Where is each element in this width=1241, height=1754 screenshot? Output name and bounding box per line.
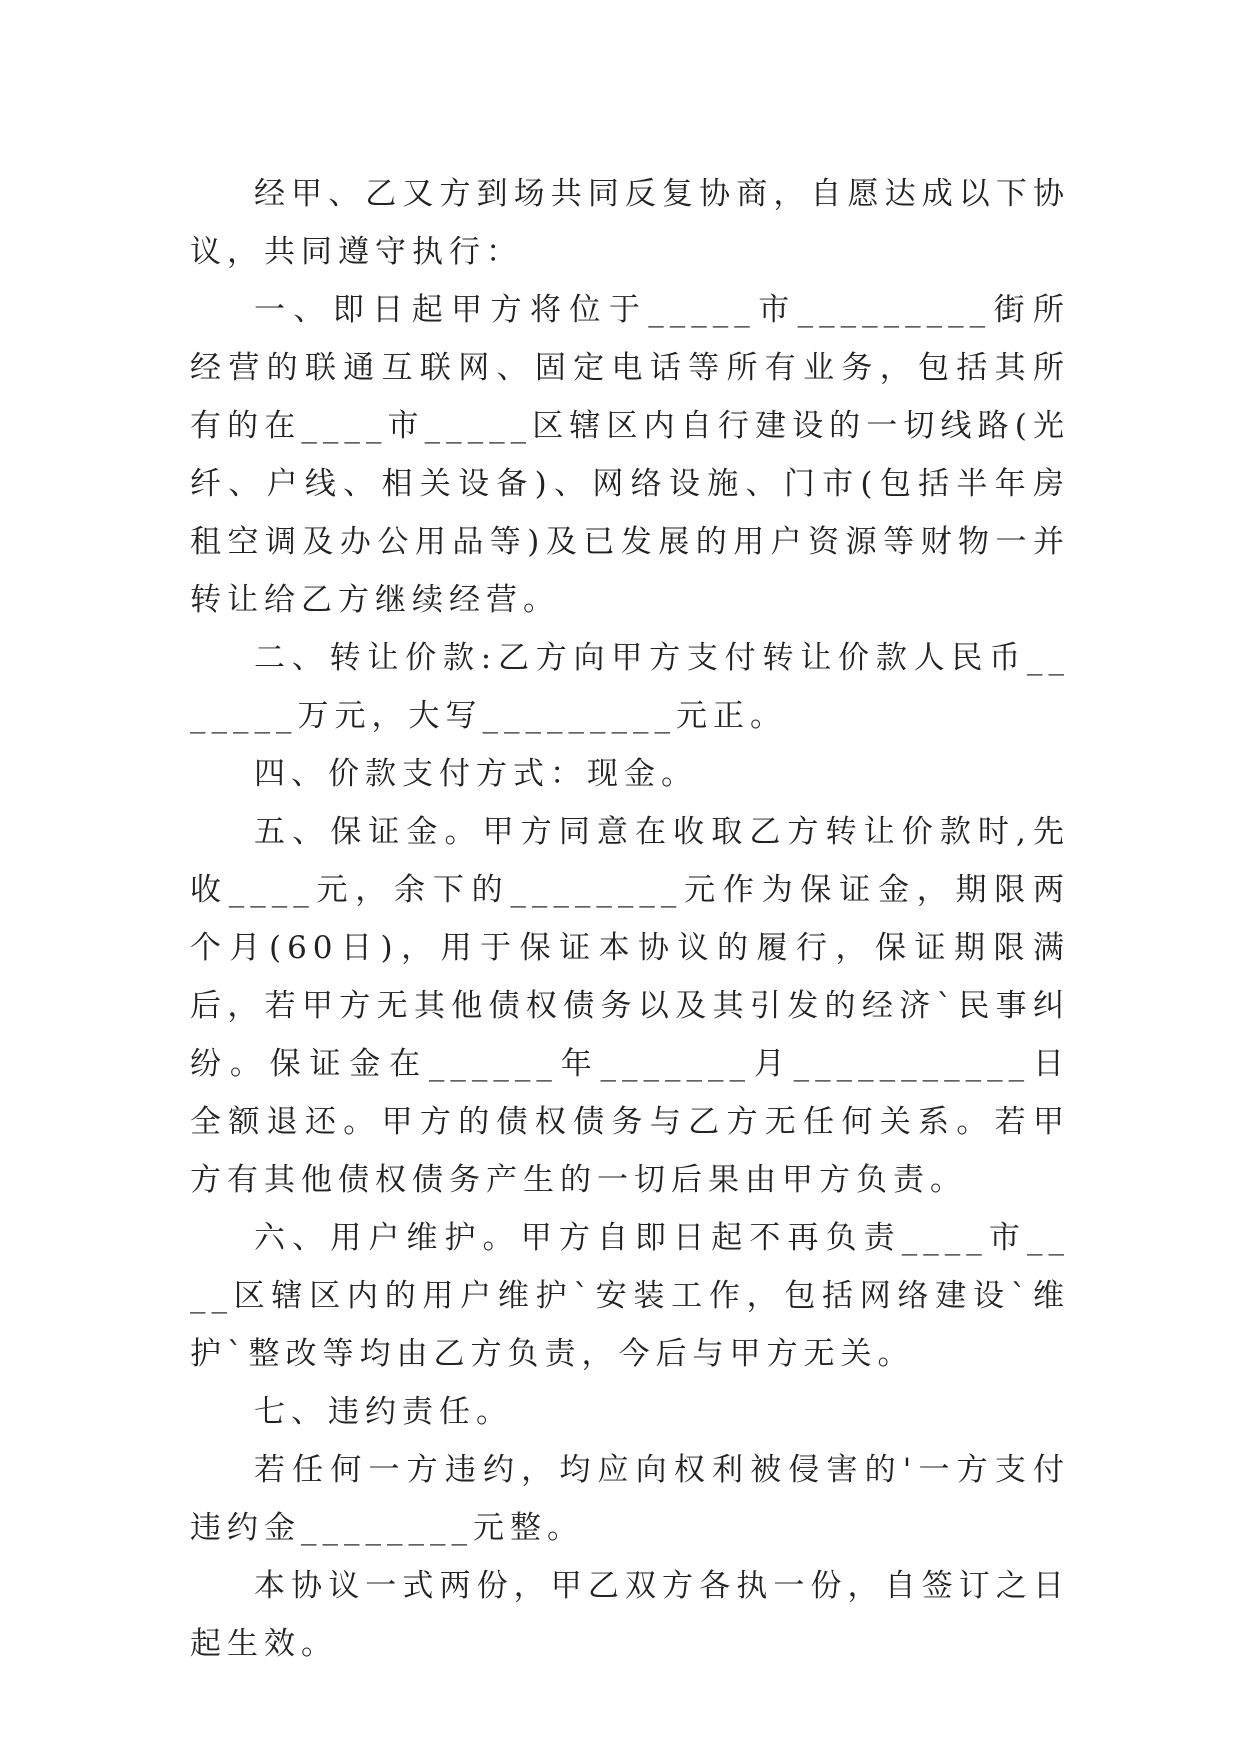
paragraph-clause-7-body: 若任何一方违约，均应向权利被侵害的'一方支付违约金________元整。 xyxy=(190,1452,1070,1546)
paragraph-clause-5: 五、保证金。甲方同意在收取乙方转让价款时,先收____元，余下的________元作为保证金，期限两个月(60日)，用于保证本协议的履行，保证期限满后，若甲方无其他债权债务以及其引发的经济`民事纠纷。保证金在______年_______月___________日全额退还。甲方的债权债务与乙方无任何关系。若甲方有其他债权债务产生的一切后果由甲方负责。 xyxy=(190,814,1070,1198)
paragraph-clause-2: 二、转让价款:乙方向甲方支付转让价款人民币_______万元，大写_________元正。 xyxy=(190,640,1070,734)
paragraph-clause-7-heading: 七、违约责任。 xyxy=(254,1394,513,1430)
agreement-body xyxy=(190,165,1070,1673)
paragraph-closing: 本协议一式两份，甲乙双方各执一份，自签订之日起生效。 xyxy=(190,1568,1070,1662)
paragraph-clause-1: 一、即日起甲方将位于_____市_________街所经营的联通互联网、固定电话等所有业务，包括其所有的在____市_____区辖区内自行建设的一切线路(光纤、户线、相关设备)、网络设施、门市(包括半年房租空调及办公用品等)及已发展的用户资源等财物一并转让给乙方继续经营。 xyxy=(190,292,1070,618)
paragraph-clause-6: 六、用户维护。甲方自即日起不再负责____市____区辖区内的用户维护`安装工作，包括网络建设`维护`整改等均由乙方负责，今后与甲方无关。 xyxy=(190,1220,1070,1372)
paragraph-clause-4: 四、价款支付方式：现金。 xyxy=(254,756,698,792)
paragraph-preamble: 经甲、乙又方到场共同反复协商，自愿达成以下协议，共同遵守执行： xyxy=(190,176,1070,270)
